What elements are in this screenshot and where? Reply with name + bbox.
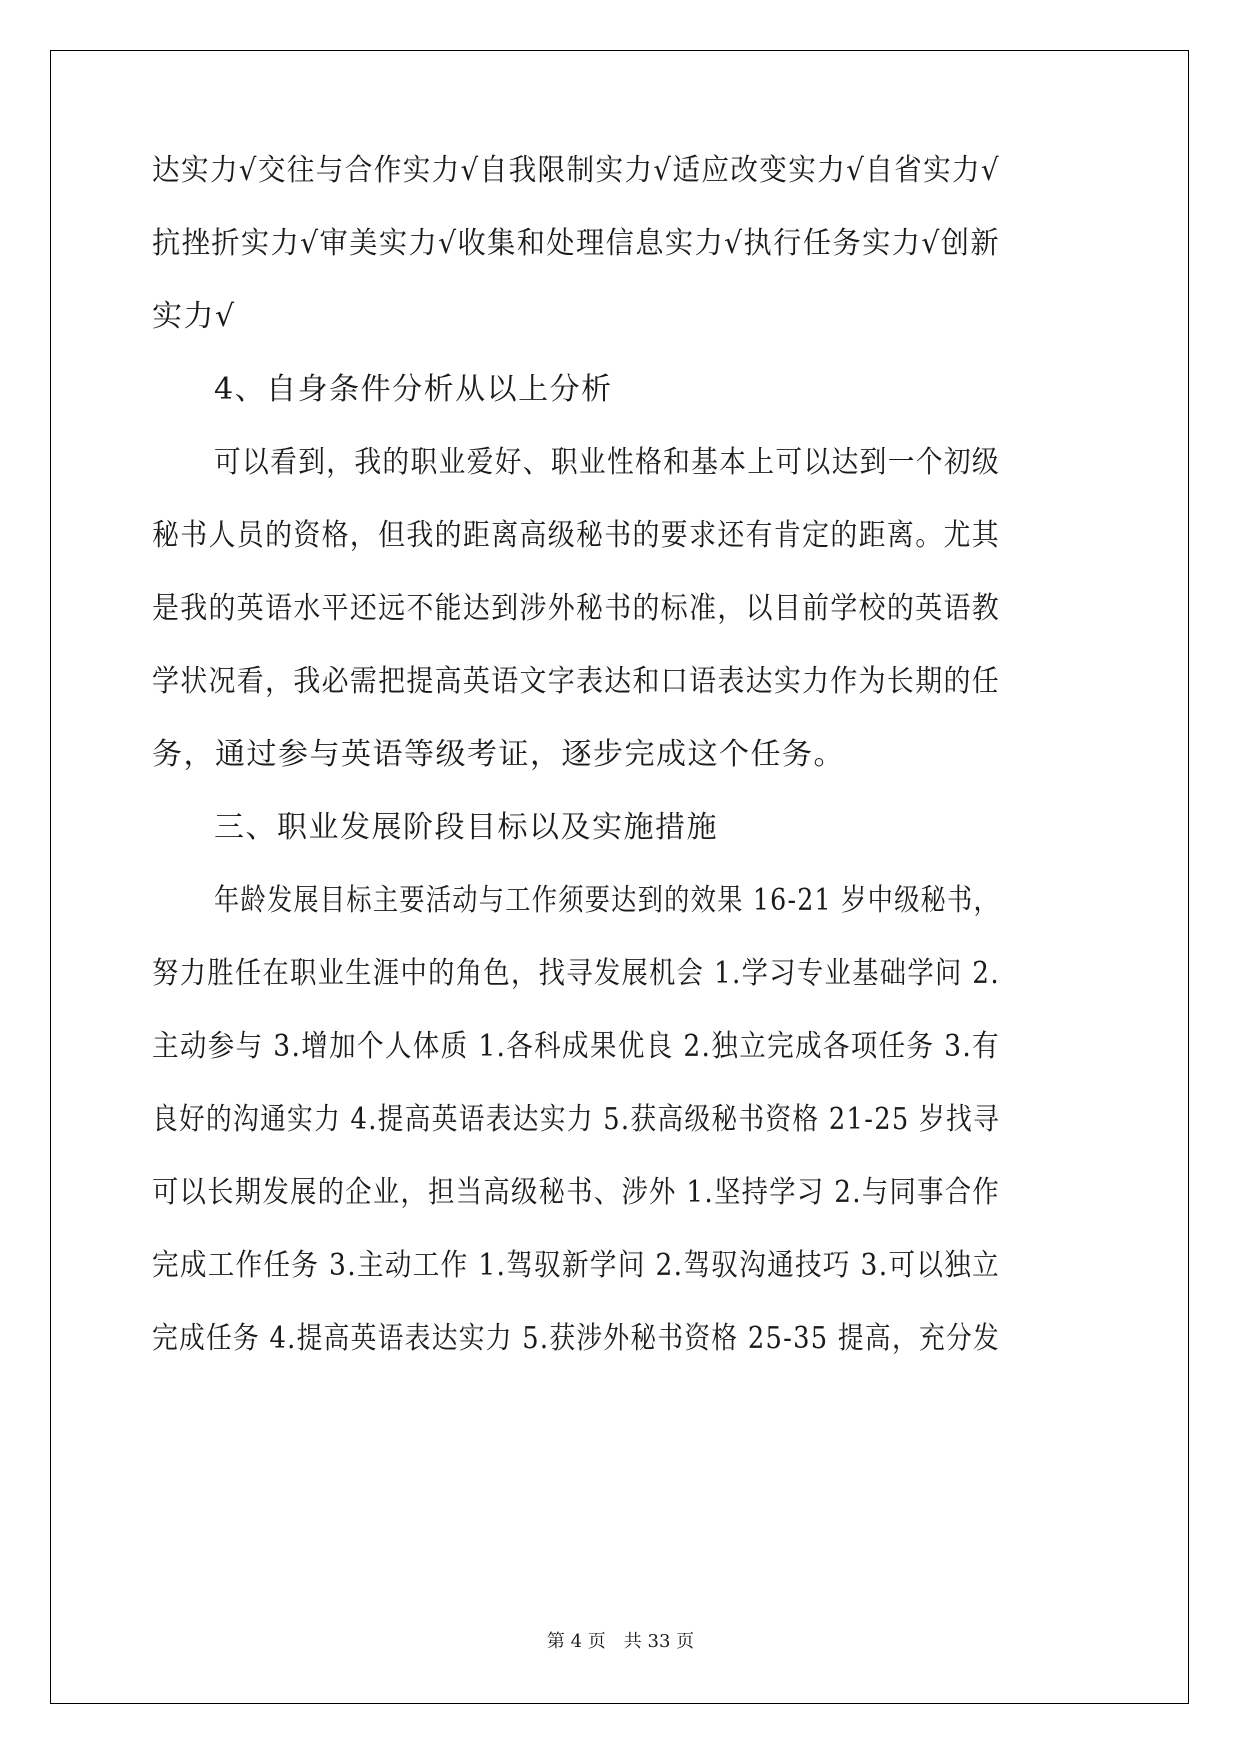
text-line: 是我的英语水平还远不能达到涉外秘书的标准，以目前学校的英语教 xyxy=(152,591,1000,626)
text-line: 达实力√交往与合作实力√自我限制实力√适应改变实力√自省实力√ xyxy=(152,153,1000,188)
page-number-footer: 第 4 页 共 33 页 xyxy=(546,1631,695,1652)
text-line: 可以看到，我的职业爱好、职业性格和基本上可以达到一个初级 xyxy=(214,445,1000,480)
text-line: 秘书人员的资格，但我的距离高级秘书的要求还有肯定的距离。尤其 xyxy=(152,518,1000,553)
text-line: 年龄发展目标主要活动与工作须要达到的效果 16-21 岁中级秘书， xyxy=(214,883,1000,918)
text-line: 务，通过参与英语等级考证，逐步完成这个任务。 xyxy=(152,737,845,772)
text-line: 可以长期发展的企业，担当高级秘书、涉外 1.坚持学习 2.与同事合作 xyxy=(152,1175,1000,1210)
text-line: 完成任务 4.提高英语表达实力 5.获涉外秘书资格 25-35 提高，充分发 xyxy=(152,1321,1000,1356)
text-line: 抗挫折实力√审美实力√收集和处理信息实力√执行任务实力√创新 xyxy=(152,226,1000,261)
text-line: 主动参与 3.增加个人体质 1.各科成果优良 2.独立完成各项任务 3.有 xyxy=(152,1029,1000,1064)
text-line: 努力胜任在职业生涯中的角色，找寻发展机会 1.学习专业基础学问 2. xyxy=(152,956,1000,991)
text-line: 完成工作任务 3.主动工作 1.驾驭新学问 2.驾驭沟通技巧 3.可以独立 xyxy=(152,1248,1000,1283)
text-line: 学状况看，我必需把提高英语文字表达和口语表达实力作为长期的任 xyxy=(152,664,1000,699)
text-line: 良好的沟通实力 4.提高英语表达实力 5.获高级秘书资格 21-25 岁找寻 xyxy=(152,1102,1000,1137)
section-heading: 三、职业发展阶段目标以及实施措施 xyxy=(214,810,718,845)
text-line: 实力√ xyxy=(152,299,236,334)
section-heading: 4、自身条件分析从以上分析 xyxy=(214,372,613,407)
